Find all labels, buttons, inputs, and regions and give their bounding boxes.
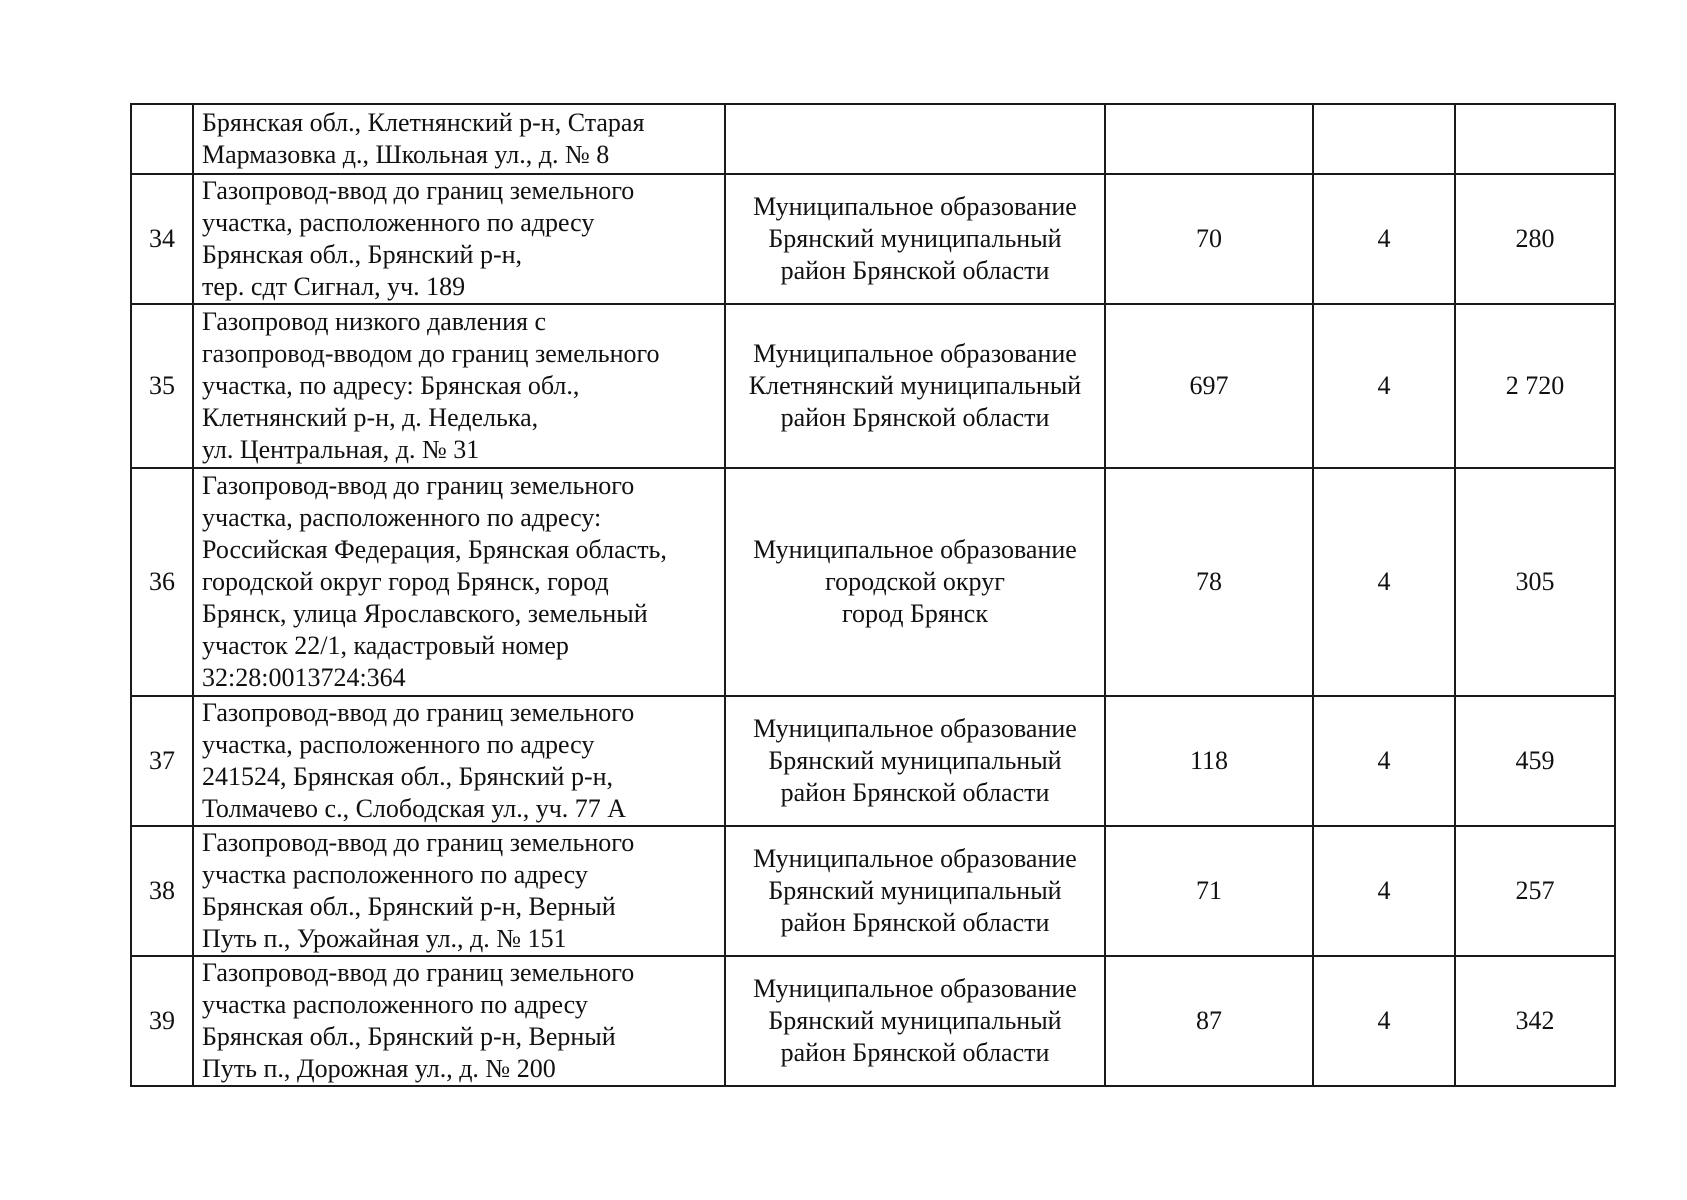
object-description: Газопровод-ввод до границ земельного участка расположенного по адресу Брянская обл., Брянский р-н, Верный Путь п., Урожайная ул., д. № 151	[193, 826, 725, 956]
row-number: 36	[131, 468, 193, 696]
sum-cell: 305	[1455, 468, 1615, 696]
coefficient-cell	[1313, 104, 1455, 174]
table-row	[131, 304, 1615, 468]
row-number: 38	[131, 826, 193, 956]
row-number: 34	[131, 174, 193, 304]
object-description: Газопровод низкого давления с газопровод-вводом до границ земельного участка, по адресу: Брянская обл., Клетнянский р-н, д. Неделька, ул. Центральная, д. № 31	[193, 304, 725, 468]
length-cell: 71	[1105, 826, 1313, 956]
gas-pipeline-table	[130, 103, 1616, 1087]
sum-cell: 459	[1455, 696, 1615, 826]
coefficient-cell: 4	[1313, 696, 1455, 826]
owner-cell: Муниципальное образование Брянский муниципальный район Брянской области	[725, 174, 1105, 304]
owner-cell: Муниципальное образование Брянский муниципальный район Брянской области	[725, 826, 1105, 956]
object-description: Газопровод-ввод до границ земельного участка, расположенного по адресу 241524, Брянская обл., Брянский р-н, Толмачево с., Слободская ул., уч. 77 А	[193, 696, 725, 826]
table-row	[131, 104, 1615, 174]
owner-cell: Муниципальное образование Клетнянский муниципальный район Брянской области	[725, 304, 1105, 468]
owner-cell: Муниципальное образование Брянский муниципальный район Брянской области	[725, 696, 1105, 826]
length-cell: 118	[1105, 696, 1313, 826]
length-cell	[1105, 104, 1313, 174]
sum-cell: 342	[1455, 956, 1615, 1086]
table-row	[131, 696, 1615, 826]
coefficient-cell: 4	[1313, 956, 1455, 1086]
coefficient-cell: 4	[1313, 826, 1455, 956]
table-row	[131, 826, 1615, 956]
table-row	[131, 956, 1615, 1086]
row-number: 39	[131, 956, 193, 1086]
row-number	[131, 104, 193, 174]
row-number: 37	[131, 696, 193, 826]
table-row	[131, 174, 1615, 304]
sum-cell: 280	[1455, 174, 1615, 304]
sum-cell	[1455, 104, 1615, 174]
coefficient-cell: 4	[1313, 174, 1455, 304]
length-cell: 87	[1105, 956, 1313, 1086]
sum-cell: 2 720	[1455, 304, 1615, 468]
length-cell: 697	[1105, 304, 1313, 468]
object-description: Газопровод-ввод до границ земельного участка расположенного по адресу Брянская обл., Брянский р-н, Верный Путь п., Дорожная ул., д. № 200	[193, 956, 725, 1086]
object-description: Газопровод-ввод до границ земельного участка, расположенного по адресу Брянская обл., Брянский р-н, тер. сдт Сигнал, уч. 189	[193, 174, 725, 304]
object-description: Газопровод-ввод до границ земельного участка, расположенного по адресу: Российская Федерация, Брянская область, городской округ город Брянск, город Брянск, улица Ярославского, земельный участок 22/1, кадастровый номер 32:28:0013724:364	[193, 468, 725, 696]
owner-cell	[725, 104, 1105, 174]
coefficient-cell: 4	[1313, 468, 1455, 696]
row-number: 35	[131, 304, 193, 468]
object-description: Брянская обл., Клетнянский р-н, Старая Мармазовка д., Школьная ул., д. № 8	[193, 104, 725, 174]
sum-cell: 257	[1455, 826, 1615, 956]
length-cell: 70	[1105, 174, 1313, 304]
length-cell: 78	[1105, 468, 1313, 696]
owner-cell: Муниципальное образование городской округ город Брянск	[725, 468, 1105, 696]
owner-cell: Муниципальное образование Брянский муниципальный район Брянской области	[725, 956, 1105, 1086]
coefficient-cell: 4	[1313, 304, 1455, 468]
table-row	[131, 468, 1615, 696]
